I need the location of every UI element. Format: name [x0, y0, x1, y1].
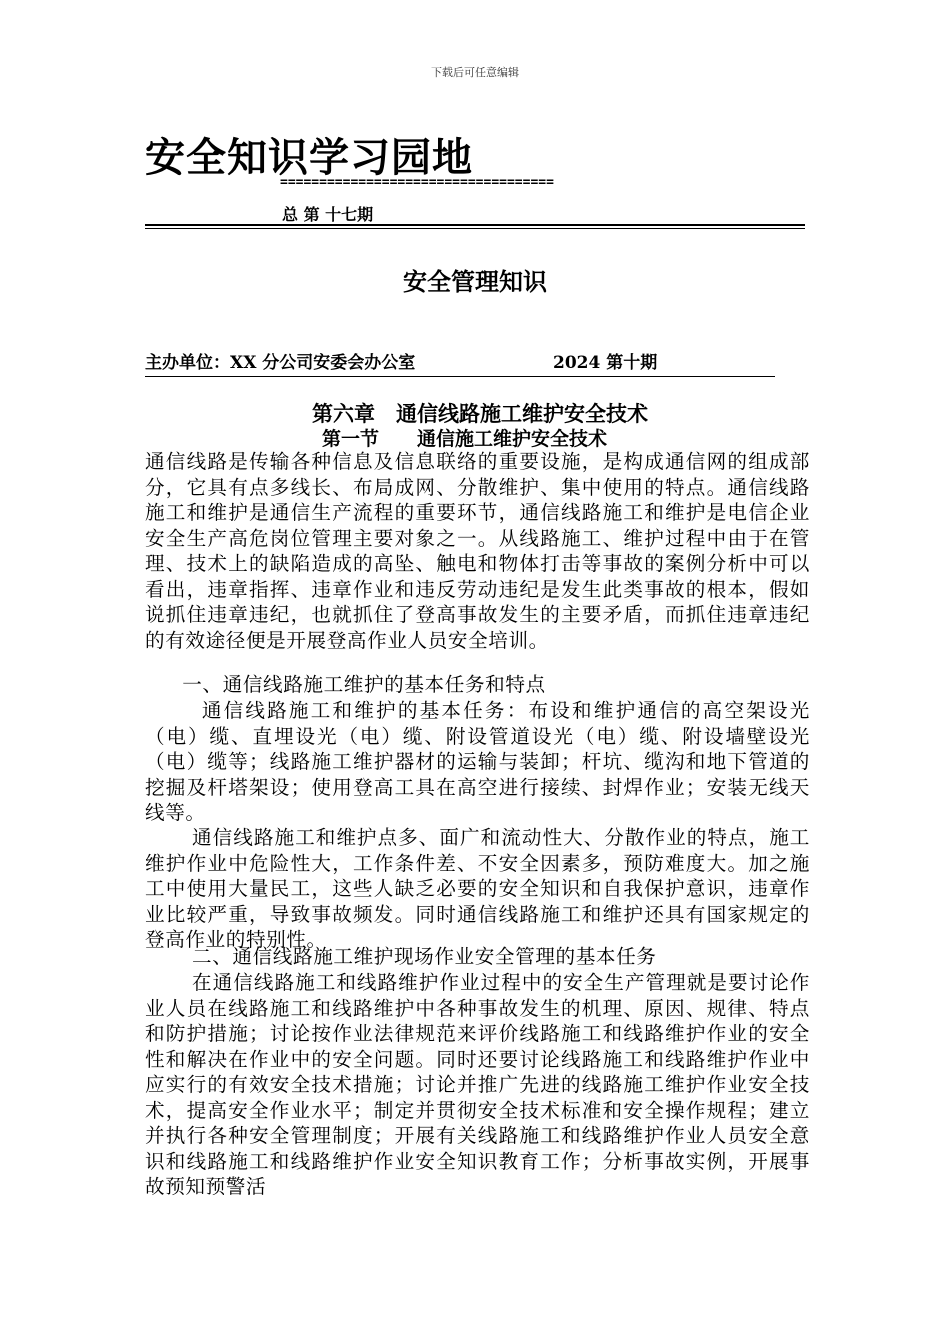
paragraph-intro-text: 通信线路是传输各种信息及信息联络的重要设施，是构成通信网的组成部分，它具有点多线长、布局成网、分散维护、集中使用的特点。通信线路施工和维护是通信生产流程的重要环节，通信线路施工和维护是电信企业安全生产高危岗位管理主要对象之一。从线路施工、维护过程中由于在管理、技术上的缺陷造成的高坠、触电和物体打击等事故的案例分析中可以看出，违章指挥、违章作业和违反劳动违纪是发生此类事故的根本，假如说抓住违章违纪，也就抓住了登高事故发生的主要矛盾，而抓住违章违纪的有效途径便是开展登高作业人员安全培训。 [145, 450, 810, 652]
issue-total: 总 第 十七期 [282, 205, 374, 224]
chapter-title: 第六章 通信线路施工维护安全技术 [312, 401, 648, 426]
header-note: 下载后可任意编辑 [431, 66, 519, 79]
masthead-separator: =================================== [280, 175, 554, 190]
heading-management [145, 944, 810, 970]
heading-basic-tasks [145, 672, 810, 698]
section-heading: 第一节 通信施工维护安全技术 [322, 428, 608, 450]
double-rule-top [145, 224, 805, 226]
paragraph-management [145, 970, 810, 1200]
heading-management-text: 二、通信线路施工维护现场作业安全管理的基本任务 [192, 945, 657, 968]
paragraph-intro [145, 449, 810, 653]
paragraph-tasks-text: 通信线路施工和维护的基本任务：布设和维护通信的高空架设光（电）缆、直埋设光（电）缆、附设管道设光（电）缆、附设墙壁设光（电）缆等；线路施工维护器材的运输与装卸；杆坑、缆沟和地下管道的挖掘及杆塔架设；使用登高工具在高空进行接续、封焊作业；安装无线天线等。 [145, 699, 810, 824]
paragraph-tasks [145, 698, 810, 826]
paragraph-features [145, 825, 810, 953]
masthead-title: 安全知识学习园地 [145, 134, 473, 181]
sponsor-rule [145, 376, 775, 377]
heading-basic-tasks-text: 一、通信线路施工维护的基本任务和特点 [182, 673, 546, 696]
section-title: 安全管理知识 [403, 267, 547, 296]
paragraph-management-text: 在通信线路施工和线路维护作业过程中的安全生产管理就是要讨论作业人员在线路施工和线路维护中各种事故发生的机理、原因、规律、特点和防护措施；讨论按作业法律规范来评价线路施工和线路维护作业的安全性和解决在作业中的安全问题。同时还要讨论线路施工和线路维护作业中应实行的有效安全技术措施；讨论并推广先进的线路施工维护作业安全技术，提高安全作业水平；制定并贯彻安全技术标准和安全操作规程；建立并执行各种安全管理制度；开展有关线路施工和线路维护作业人员安全意识和线路施工和线路维护作业安全知识教育工作；分析事故实例，开展事故预知预警活 [145, 971, 810, 1198]
double-rule-bottom [145, 228, 805, 229]
sponsor-unit: 主办单位：XX 分公司安委会办公室 [145, 353, 416, 373]
paragraph-features-text: 通信线路施工和维护点多、面广和流动性大、分散作业的特点，施工维护作业中危险性大，工作条件差、不安全因素多，预防难度大。加之施工中使用大量民工，这些人缺乏必要的安全知识和自我保护意识，违章作业比较严重，导致事故频发。同时通信线路施工和维护还具有国家规定的登高作业的特别性。 [145, 826, 810, 951]
sponsor-issue: 2024 第十期 [553, 353, 658, 373]
